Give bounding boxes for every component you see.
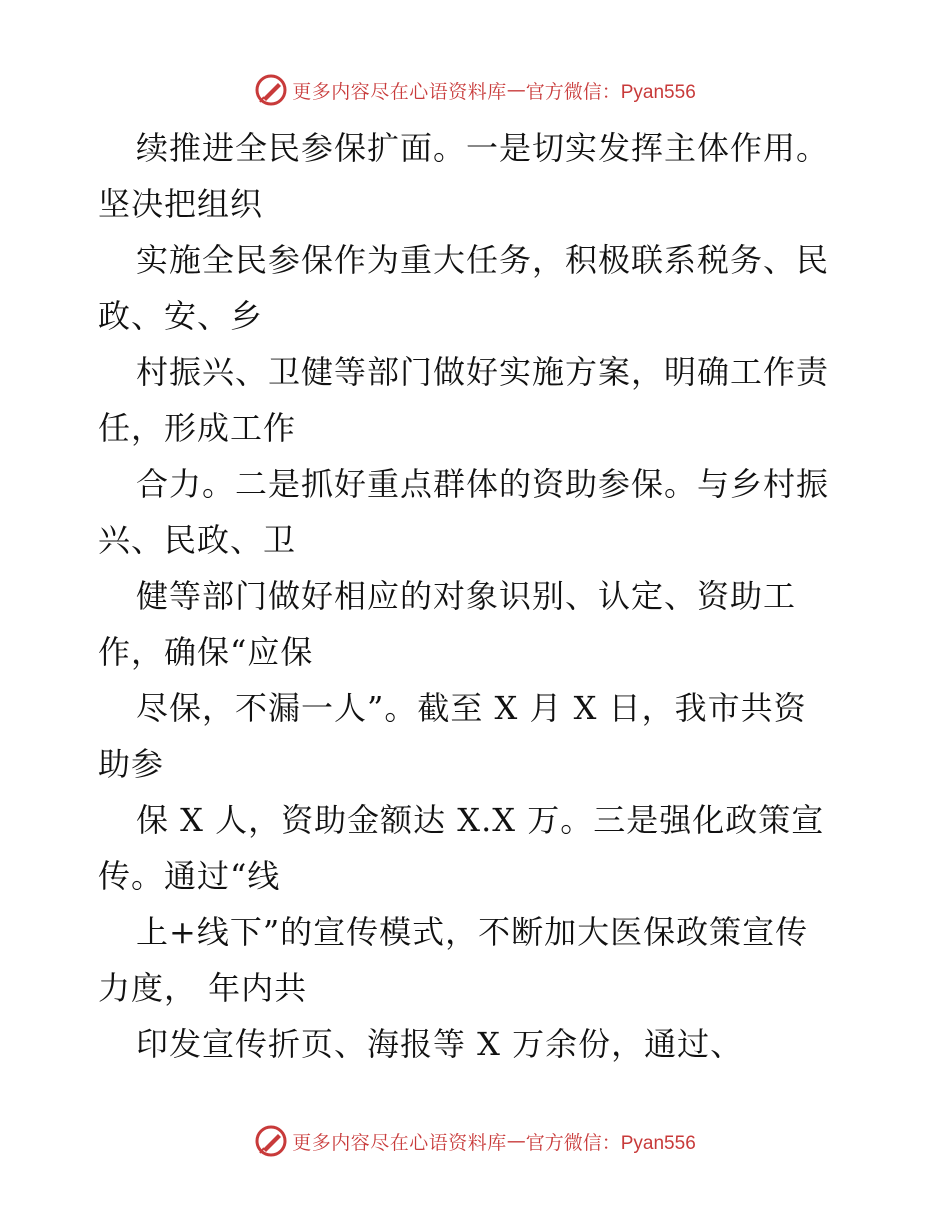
banner-brand-text: 更多内容尽在心语资料库	[292, 1131, 507, 1154]
body-line: 传。通过“线	[98, 857, 281, 895]
header-banner	[0, 70, 950, 110]
banner-separator: —	[506, 79, 526, 101]
quill-pen-logo-icon	[254, 1124, 288, 1158]
body-line: 力度， 年内共	[98, 969, 308, 1007]
body-line: 续推进全民参保扩面。一是切实发挥主体作用。	[136, 129, 830, 167]
body-line: 任，形成工作	[98, 409, 297, 447]
body-line: 健等部门做好相应的对象识别、认定、资助工	[136, 577, 797, 615]
quill-pen-logo-icon	[254, 73, 288, 107]
body-line: 坚决把组织	[98, 185, 264, 223]
body-line: 合力。二是抓好重点群体的资助参保。与乡村振	[136, 465, 830, 503]
body-line: 兴、民政、卫	[98, 521, 297, 559]
banner-brand-text: 更多内容尽在心语资料库	[292, 80, 507, 103]
body-line: 政、安、乡	[98, 297, 264, 335]
body-line: 村振兴、卫健等部门做好实施方案，明确工作责	[136, 353, 830, 391]
body-line: 助参	[98, 745, 165, 783]
banner-contact-text: 官方微信：Pyan556	[525, 81, 696, 103]
banner-separator: —	[506, 1130, 526, 1152]
document-body	[98, 120, 858, 1072]
body-line: 上+线下”的宣传模式，不断加大医保政策宣传	[136, 913, 809, 951]
body-line: 尽保，不漏一人”。截至 X 月 X 日，我市共资	[136, 689, 807, 727]
body-line: 印发宣传折页、海报等 X 万余份，通过、	[136, 1025, 744, 1063]
body-line: 实施全民参保作为重大任务，积极联系税务、民	[136, 241, 830, 279]
body-line: 保 X 人，资助金额达 X.X 万。三是强化政策宣	[136, 801, 825, 839]
footer-banner	[0, 1121, 950, 1161]
banner-contact-text: 官方微信：Pyan556	[525, 1132, 696, 1154]
body-line: 作，确保“应保	[98, 633, 314, 671]
